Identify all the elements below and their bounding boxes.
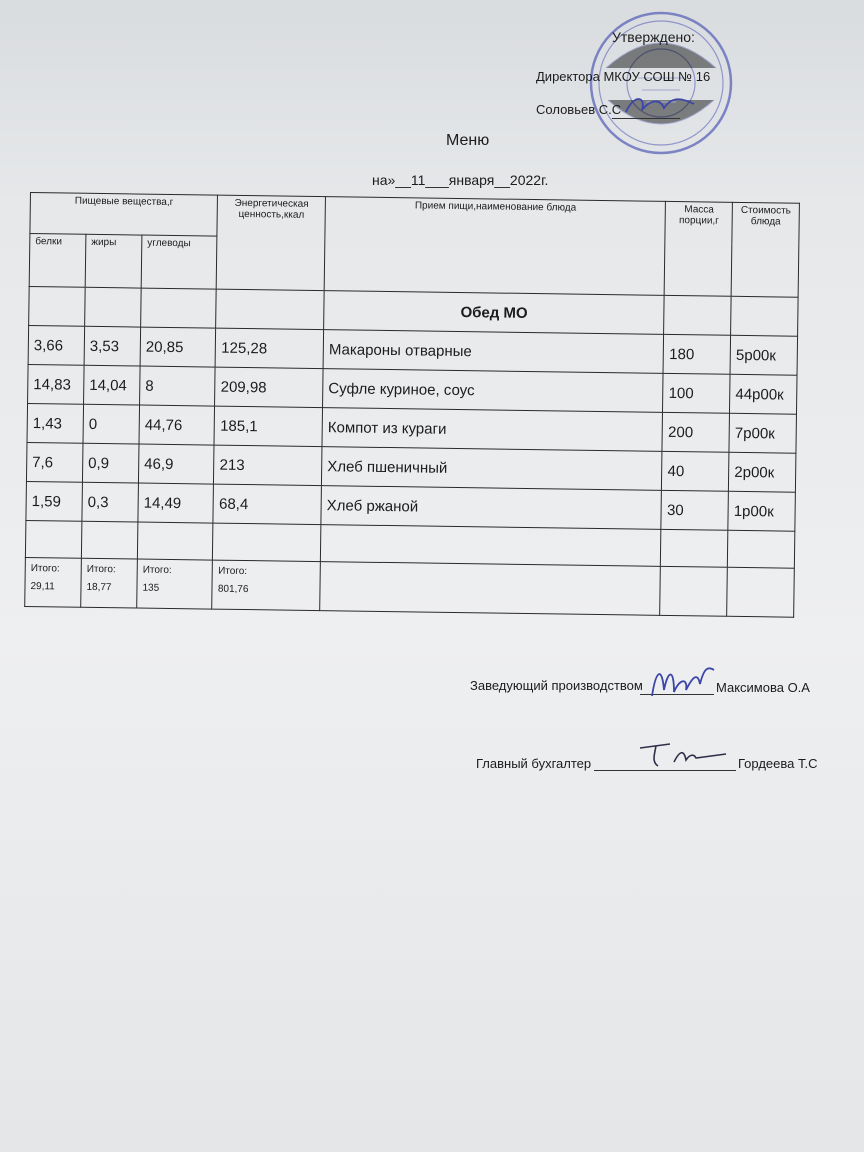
cell-proteins: 14,83 <box>28 364 85 404</box>
cell-energy: 185,1 <box>214 406 322 446</box>
cell-energy: 125,28 <box>215 328 323 368</box>
cell-fats: 14,04 <box>84 365 141 405</box>
approved-label: Утверждено: <box>612 29 695 45</box>
cell-carbs: 44,76 <box>139 405 215 445</box>
cell-proteins: 1,43 <box>27 403 84 443</box>
menu-table <box>24 192 800 618</box>
principal-name: Соловьев С.С <box>536 102 622 117</box>
cell-cost: 1р00к <box>728 491 795 531</box>
header-mass: Масса порции,г <box>665 201 733 296</box>
cell-mass: 200 <box>662 412 729 452</box>
cell-dish: Суфле куриное, соус <box>323 369 664 413</box>
accountant-label: Главный бухгалтер <box>476 756 592 771</box>
total-fats: Итого: 18,77 <box>81 558 138 608</box>
header-carbs: углеводы <box>141 235 217 289</box>
director-title: Директора МКОУ СОШ № 16 <box>536 69 711 84</box>
cell-mass: 40 <box>662 451 729 491</box>
production-head-signature-icon <box>648 660 718 706</box>
header-fats: жиры <box>85 234 142 288</box>
cell-energy: 209,98 <box>215 367 323 407</box>
cell-proteins: 7,6 <box>26 442 83 482</box>
section-title: Обед МО <box>324 291 665 335</box>
cell-carbs: 20,85 <box>140 327 216 367</box>
cell-fats: 0,3 <box>82 482 139 522</box>
cell-proteins: 3,66 <box>28 325 85 365</box>
date-line: на»__11___января__2022г. <box>372 172 549 188</box>
cell-mass: 30 <box>661 490 728 530</box>
cell-cost: 5р00к <box>730 335 797 375</box>
total-energy: Итого: 801,76 <box>212 560 320 610</box>
cell-fats: 0,9 <box>82 443 139 483</box>
cell-dish: Макароны отварные <box>323 330 664 374</box>
cell-fats: 3,53 <box>84 326 141 366</box>
total-proteins: Итого: 29,11 <box>25 557 82 607</box>
cell-mass: 180 <box>663 334 730 374</box>
totals-row <box>25 557 795 617</box>
accountant-name: Гордеева Т.С <box>738 756 818 771</box>
cell-cost: 44р00к <box>730 374 797 414</box>
cell-carbs: 46,9 <box>138 444 214 484</box>
production-head-label: Заведующий производством <box>470 678 643 693</box>
header-proteins: белки <box>29 234 86 288</box>
cell-carbs: 14,49 <box>138 483 214 523</box>
production-head-name: Максимова О.А <box>716 680 810 695</box>
cell-proteins: 1,59 <box>26 481 83 521</box>
header-nutrients: Пищевые вещества,г <box>30 193 218 237</box>
header-energy: Энергетическая ценность,ккал <box>217 195 326 290</box>
cell-energy: 68,4 <box>213 484 321 524</box>
total-carbs: Итого: 135 <box>137 559 213 609</box>
page-title: Меню <box>446 132 490 149</box>
header-cost: Стоимость блюда <box>731 202 799 297</box>
cell-cost: 2р00к <box>729 452 796 492</box>
cell-energy: 213 <box>214 445 322 485</box>
director-signature-icon <box>620 88 700 122</box>
cell-dish: Компот из кураги <box>322 408 663 452</box>
cell-carbs: 8 <box>140 366 216 406</box>
cell-cost: 7р00к <box>729 413 796 453</box>
header-meal: Прием пищи,наименование блюда <box>324 197 666 296</box>
accountant-signature-icon <box>630 738 730 772</box>
cell-dish: Хлеб ржаной <box>321 486 662 530</box>
cell-fats: 0 <box>83 404 140 444</box>
cell-dish: Хлеб пшеничный <box>322 447 663 491</box>
cell-mass: 100 <box>663 373 730 413</box>
